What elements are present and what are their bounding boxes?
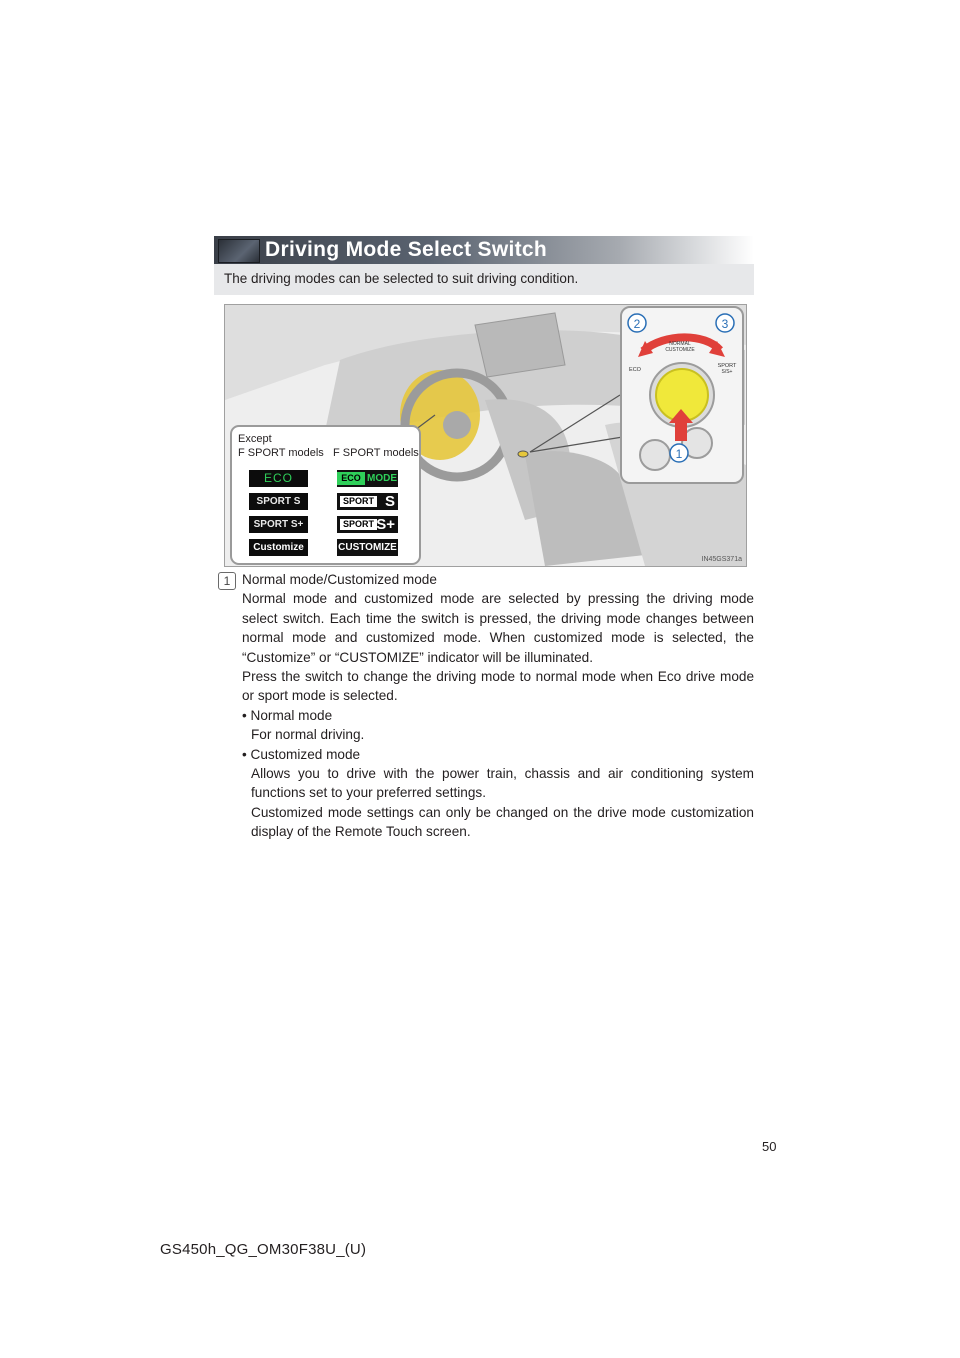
indicator-sport-s-plus: SPORT S+ — [249, 516, 308, 533]
indicator-fsport-sport-s — [337, 493, 398, 510]
dial-label-normal: NORMAL — [669, 341, 691, 347]
indicator-customize: Customize — [249, 539, 308, 556]
bullet-customized-mode-desc-2: Customized mode settings can only be changed on the drive mode customization display of the Remote Touch screen. — [251, 804, 754, 840]
fsport-eco-label: ECO — [337, 472, 365, 485]
label-except: Except — [238, 433, 272, 445]
indicator-legend-panel — [230, 425, 421, 565]
dial-label-customize: CUSTOMIZE — [665, 347, 695, 353]
item-heading: Normal mode/Customized mode — [242, 572, 437, 587]
section-subtitle: The driving modes can be selected to suit driving condition. — [224, 271, 579, 286]
indicator-eco: ECO — [249, 470, 308, 487]
fsport-sport-label: SPORT — [340, 496, 377, 507]
section-title: Driving Mode Select Switch — [265, 238, 548, 261]
bullet-customized-mode: • Customized mode — [242, 746, 361, 762]
fsport-sport-plus-label: SPORT — [340, 519, 377, 530]
callout-2: 2 — [633, 317, 641, 331]
item-paragraph-1: Normal mode and customized mode are selected by pressing the driving mode select switch. Each time the switch is pressed, the driving mode changes between normal mode and customized mode. When customized mode is selected, the “Customize” or “CUSTOMIZE” indicator will be illuminated. — [242, 591, 754, 665]
item-number-badge: 1 — [218, 572, 236, 590]
indicator-fsport-eco-mode — [337, 470, 398, 487]
page-number: 50 — [762, 1139, 777, 1154]
bullet-customized-mode-desc-1: Allows you to drive with the power train, chassis and air conditioning system functions set to your preferred settings. — [251, 766, 754, 801]
indicator-fsport-sport-s-plus — [337, 516, 398, 533]
dial-label-sport: SPORT — [717, 363, 737, 369]
footer-document-code: GS450h_QG_OM30F38U_(U) — [160, 1241, 367, 1258]
item-paragraph-2: Press the switch to change the driving mode to normal mode when Eco drive mode or sport mode is selected. — [242, 669, 754, 704]
fsport-mode-label: MODE — [367, 473, 397, 484]
dashboard-illustration — [224, 304, 747, 567]
label-fsport-models: F SPORT models — [333, 447, 419, 459]
bullet-normal-mode: • Normal mode — [242, 707, 333, 723]
label-except-models: F SPORT models — [238, 447, 324, 459]
dial-label-sport-sub: S/S+ — [721, 369, 733, 375]
callout-3: 3 — [721, 317, 729, 331]
fsport-s-plus-letter: S+ — [376, 516, 395, 533]
dial-label-eco: ECO — [629, 367, 641, 373]
figure-code: IN45GS371a — [701, 556, 742, 563]
indicator-sport-s: SPORT S — [249, 493, 308, 510]
fsport-s-letter: S — [384, 493, 395, 510]
item-1-content — [242, 570, 754, 842]
indicator-fsport-customize: CUSTOMIZE — [337, 539, 398, 556]
bullet-normal-mode-desc: For normal driving. — [251, 727, 365, 743]
section-thumbnail-icon — [218, 239, 260, 263]
callout-1: 1 — [675, 447, 683, 461]
